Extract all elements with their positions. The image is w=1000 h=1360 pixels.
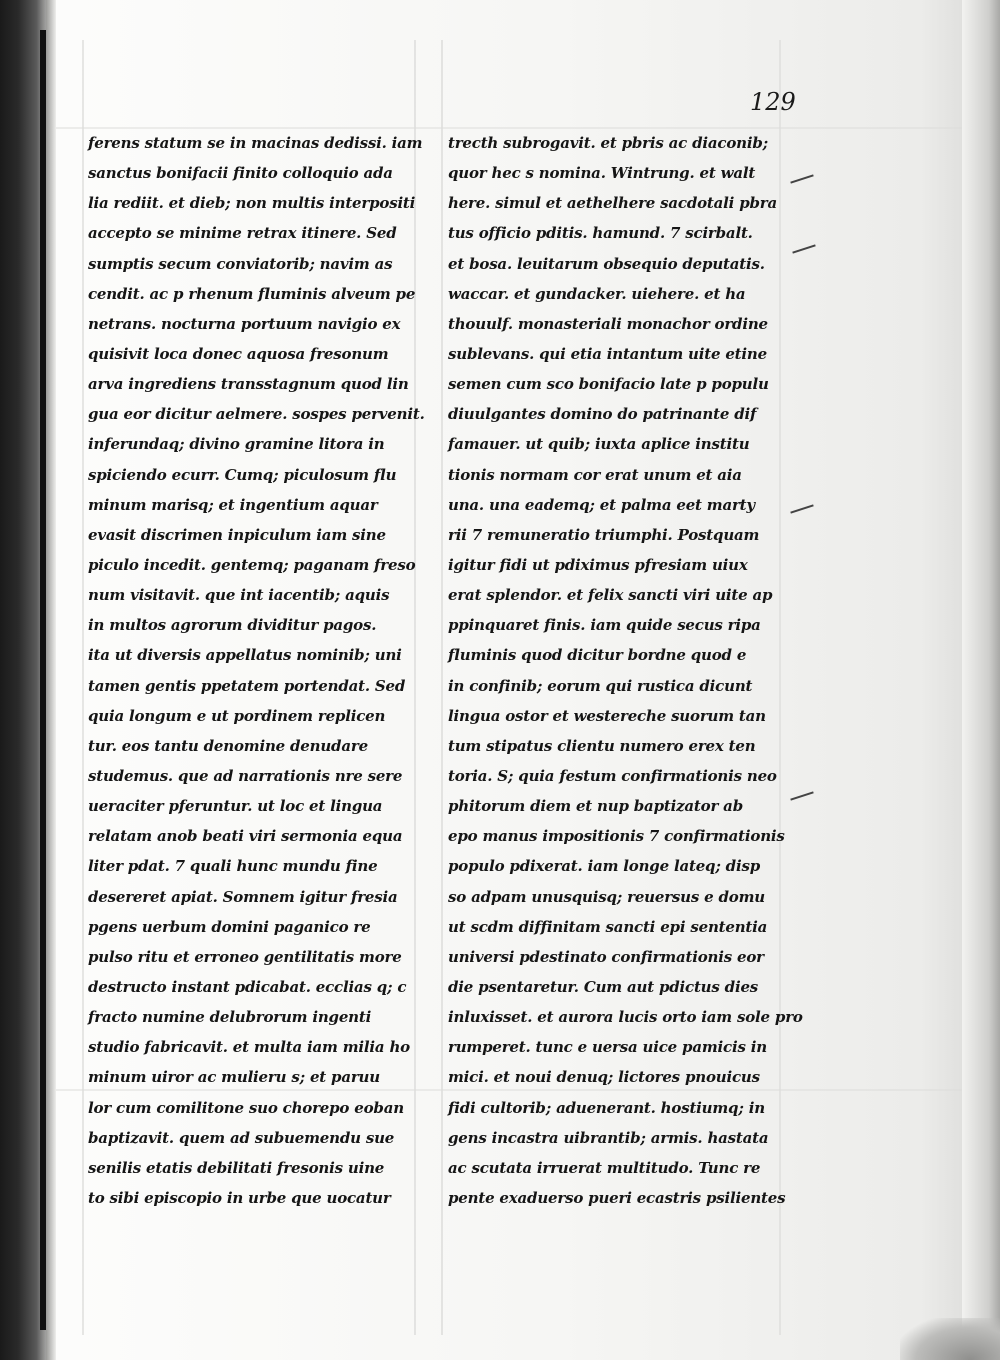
folio-number: 129 (750, 88, 796, 116)
text-line: erat splendor. et felix sancti viri uite ap (448, 586, 773, 605)
text-line: fracto numine delubrorum ingenti (88, 1008, 372, 1027)
text-line: spiciendo ecurr. Cumq; piculosum flu (88, 465, 397, 484)
text-line: rii 7 remuneratio triumphi. Postquam (448, 525, 760, 544)
text-line: ferens statum se in macinas dedissi. iam (88, 134, 423, 152)
text-line: una. una eademq; et palma eet marty (448, 495, 755, 514)
text-line: piculo incedit. gentemq; paganam freso (88, 555, 416, 574)
text-line: studio fabricavit. et multa iam milia ho (88, 1038, 410, 1057)
text-line: inferundaq; divino gramine litora in (88, 435, 385, 454)
text-line: fluminis quod dicitur bordne quod e (448, 646, 747, 665)
text-line: ac scutata irruerat multitudo. Tunc re (448, 1158, 761, 1177)
text-line: tur. eos tantu denomine denudare (88, 736, 368, 755)
text-line: igitur fidi ut pdiximus pfresiam uiux (448, 555, 748, 574)
text-line: pulso ritu et erroneo gentilitatis more (88, 947, 402, 966)
text-line: baptizavit. quem ad subuemendu sue (88, 1128, 395, 1147)
text-line: pgens uerbum domini paganico re (88, 917, 371, 936)
text-line: desereret apiat. Somnem igitur fresia (88, 887, 398, 906)
text-line: toria. S; quia festum confirmationis neo (448, 766, 777, 785)
page-edge (962, 0, 1000, 1360)
text-line: famauer. ut quib; iuxta aplice institu (448, 435, 750, 454)
text-line: minum marisq; et ingentium aquar (88, 495, 378, 514)
text-line: here. simul et aethelhere sacdotali pbra (448, 194, 777, 213)
text-line: destructo instant pdicabat. ecclias q; c (88, 977, 407, 996)
text-line: relatam anob beati viri sermonia equa (88, 827, 403, 846)
text-line: populo pdixerat. iam longe lateq; disp (448, 857, 760, 876)
text-line: waccar. et gundacker. uiehere. et ha (448, 284, 746, 303)
text-line: sumptis secum conviatorib; navim as (88, 254, 393, 273)
text-line: so adpam unusquisq; reuersus e domu (448, 887, 765, 906)
text-line: quisivit loca donec aquosa fresonum (88, 344, 389, 363)
text-line: sublevans. qui etia intantum uite etine (448, 344, 767, 363)
text-line: ut scdm diffinitam sancti epi sententia (448, 917, 768, 936)
text-line: ppinquaret finis. iam quide secus ripa (448, 616, 761, 635)
text-line: arva ingrediens transstagnum quod lin (88, 375, 409, 394)
text-line: studemus. que ad narrationis nre sere (88, 766, 403, 785)
text-line: to sibi episcopio in urbe que uocatur (88, 1188, 391, 1207)
text-line: liter pdat. 7 quali hunc mundu fine (88, 857, 378, 876)
text-line: accepto se minime retrax itinere. Sed (88, 224, 397, 243)
text-line: epo manus impositionis 7 confirmationis (448, 827, 785, 846)
text-line: ueraciter pferuntur. ut loc et lingua (88, 797, 383, 816)
text-line: phitorum diem et nup baptizator ab (448, 797, 743, 816)
text-line: tus officio pditis. hamund. 7 scirbalt. (448, 224, 753, 243)
text-line: tum stipatus clientu numero erex ten (448, 736, 756, 755)
text-column-right (448, 128, 803, 1213)
text-line: sanctus bonifacii finito colloquio ada (88, 164, 393, 183)
text-line: quor hec s nomina. Wintrung. et walt (448, 164, 756, 183)
text-line: tionis normam cor erat unum et aia (448, 465, 742, 484)
text-line: minum uiror ac mulieru s; et paruu (88, 1068, 380, 1087)
thumb-shadow (900, 1318, 1000, 1360)
text-line: gens incastra uibrantib; armis. hastata (448, 1128, 769, 1147)
text-line: quia longum e ut pordinem replicen (88, 706, 386, 725)
text-line: cendit. ac p rhenum fluminis alveum pe (88, 284, 416, 303)
text-line: netrans. nocturna portuum navigio ex (88, 314, 401, 333)
text-line: fidi cultorib; aduenerant. hostiumq; in (448, 1098, 765, 1117)
text-line: lor cum comilitone suo chorepo eoban (88, 1098, 404, 1117)
text-line: lia rediit. et dieb; non multis interpositi (88, 194, 416, 213)
text-line: in confinib; eorum qui rustica dicunt (448, 676, 753, 695)
text-line: trecth subrogavit. et pbris ac diaconib; (448, 134, 768, 152)
text-line: ita ut diversis appellatus nominib; uni (88, 646, 402, 665)
text-line: pente exaduerso pueri ecastris psilientes (448, 1188, 786, 1207)
gutter-shadow (46, 0, 56, 1360)
text-line: et bosa. leuitarum obsequio deputatis. (448, 254, 765, 273)
text-column-left (88, 128, 425, 1213)
text-line: lingua ostor et westereche suorum tan (448, 706, 766, 725)
text-line: thouulf. monasteriali monachor ordine (448, 314, 768, 333)
text-line: semen cum sco bonifacio late p populu (448, 375, 769, 394)
text-line: rumperet. tunc e uersa uice pamicis in (448, 1038, 767, 1057)
text-line: gua eor dicitur aelmere. sospes pervenit. (88, 405, 425, 424)
text-line: die psentaretur. Cum aut pdictus dies (448, 977, 759, 996)
text-line: tamen gentis ppetatem portendat. Sed (88, 676, 406, 695)
text-line: evasit discrimen inpiculum iam sine (88, 525, 386, 544)
text-line: num visitavit. que int iacentib; aquis (88, 586, 390, 605)
text-line: inluxisset. et aurora lucis orto iam sole pro (448, 1008, 803, 1027)
text-line: diuulgantes domino do patrinante dif (448, 405, 757, 424)
text-line: in multos agrorum dividitur pagos. (88, 616, 377, 635)
text-line: senilis etatis debilitati fresonis uine (88, 1158, 385, 1177)
text-line: universi pdestinato confirmationis eor (448, 947, 764, 966)
text-line: mici. et noui denuq; lictores pnouicus (448, 1068, 760, 1087)
